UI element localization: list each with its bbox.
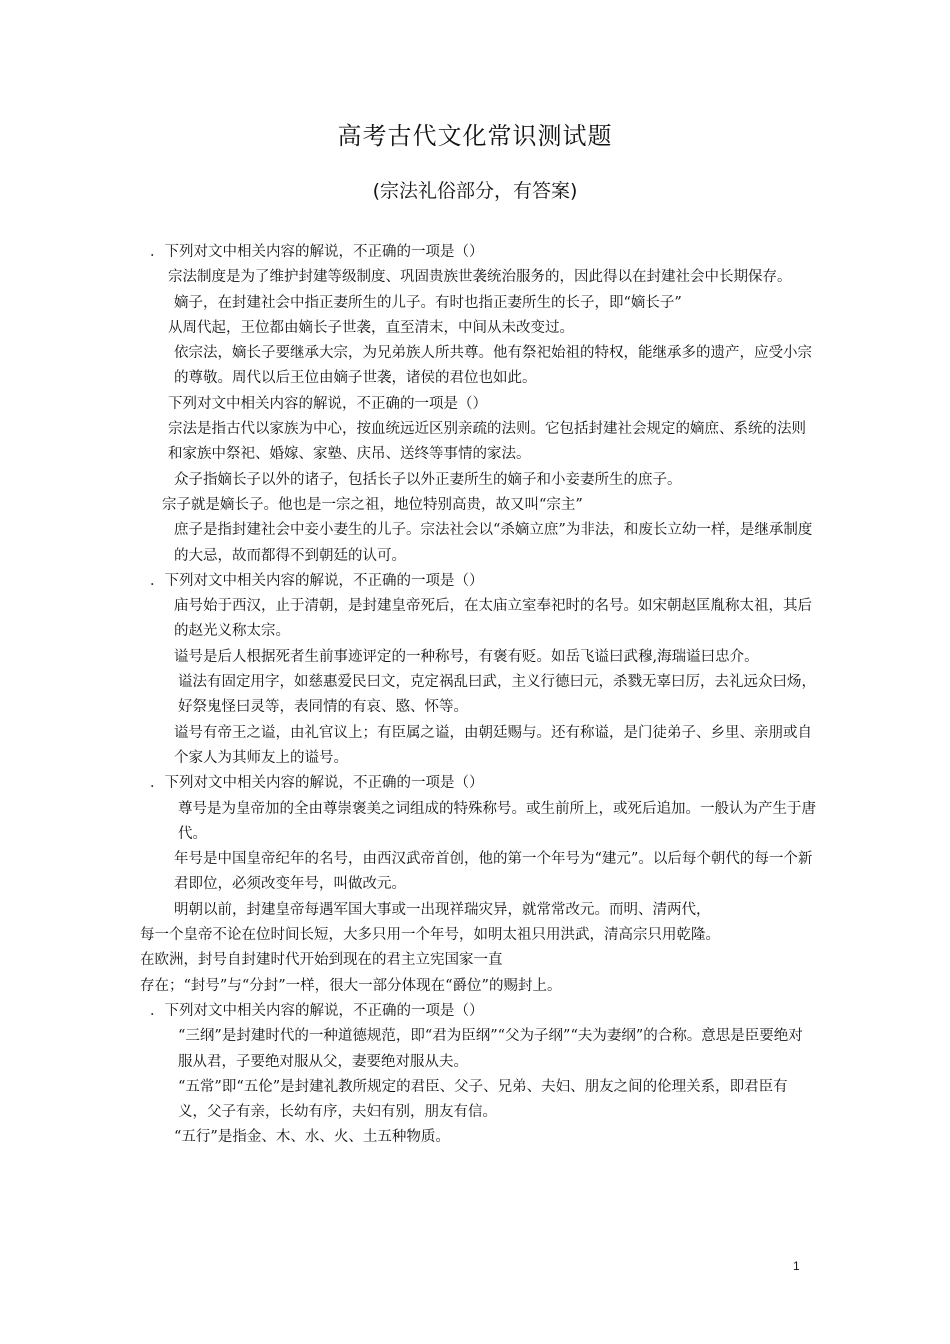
paragraph: 庶子是指封建社会中妾小妻生的儿子。宗法社会以“杀嫡立庶”为非法，和废长立幼一样，是继承制度的大忌，故而都得不到朝廷的认可。	[174, 522, 813, 564]
paragraph: 从周代起，王位都由嫡长子世袭，直至清末，中间从未改变过。	[168, 319, 574, 336]
document-body	[140, 240, 816, 1151]
paragraph: 年号是中国皇帝纪年的名号，由西汉武帝首创，他的第一个年号为“建元”。以后每个朝代的每一个新君即位，必须改变年号，叫做改元。	[174, 851, 813, 893]
page-number: 1	[793, 1259, 800, 1273]
paragraph: 宗子就是嫡长子。他也是一宗之祖，地位特别高贵，故又叫“宗主”	[162, 496, 583, 513]
question-heading: ．下列对文中相关内容的解说，不正确的一项是（）	[150, 572, 484, 589]
paragraph: 嫡子，在封建社会中指正妻所生的儿子。有时也指正妻所生的长子，即“嫡长子”	[174, 294, 682, 311]
paragraph: 每一个皇帝不论在位时间长短，大多只用一个年号，如明太祖只用洪武，清高宗只用乾隆。	[140, 927, 720, 944]
paragraph: 宗法制度是为了维护封建等级制度、巩固贵族世袭统治服务的，因此得以在封建社会中长期保存。	[168, 269, 792, 286]
paragraph: 谥号有帝王之谥，由礼官议上；有臣属之谥，由朝廷赐与。还有称谥，是门徒弟子、乡里、亲朋或自个家人为其师友上的谥号。	[174, 724, 812, 766]
document-subtitle: (宗法礼俗部分，有答案)	[372, 180, 578, 202]
paragraph: 存在；“封号”与“分封”一样，很大一部分体现在“爵位”的赐封上。	[140, 977, 562, 994]
paragraph: 谥号是后人根据死者生前事迹评定的一种称号，有褒有贬。如岳飞谥曰武穆,海瑞谥曰忠介。	[174, 648, 759, 665]
paragraph: “五常”即“五伦”是封建礼教所规定的君臣、父子、兄弟、夫妇、朋友之间的伦理关系，即君臣有义，父子有亲，长幼有序，夫妇有别，朋友有信。	[178, 1078, 788, 1121]
paragraph: “五行”是指金、木、水、火、土五种物质。	[174, 1129, 450, 1146]
question-heading: ．下列对文中相关内容的解说，不正确的一项是（）	[150, 1002, 484, 1019]
question-heading: ．下列对文中相关内容的解说，不正确的一项是（）	[150, 244, 484, 260]
paragraph: 庙号始于西汉，止于清朝，是封建皇帝死后，在太庙立室奉祀时的名号。如宋朝赵匡胤称太祖，其后的赵光义称太宗。	[174, 598, 812, 640]
paragraph: 依宗法，嫡长子要继承大宗，为兄弟族人所共尊。他有祭祀始祖的特权，能继承多的遗产，应受小宗的尊敬。周代以后王位由嫡子世袭，诸侯的君位也如此。	[174, 345, 812, 387]
question-heading: 下列对文中相关内容的解说，不正确的一项是（）	[168, 395, 487, 412]
paragraph: 在欧洲，封号自封建时代开始到现在的君主立宪国家一直	[140, 952, 503, 969]
paragraph: 谥法有固定用字，如慈惠爱民曰文，克定祸乱曰武，主义行德曰元，杀戮无辜曰厉，去礼远众曰炀，好祭鬼怪曰灵等，表同情的有哀、愍、怀等。	[178, 674, 816, 716]
question-heading: ．下列对文中相关内容的解说，不正确的一项是（）	[150, 775, 484, 792]
paragraph: 尊号是为皇帝加的全由尊崇褒美之词组成的特殊称号。或生前所上，或死后追加。一般认为产生于唐代。	[178, 800, 816, 842]
paragraph: 宗法是指古代以家族为中心，按血统远近区别亲疏的法则。它包括封建社会规定的嫡庶、系统的法则和家族中祭祀、婚嫁、家塾、庆吊、送终等事情的家法。	[168, 421, 806, 463]
paragraph: 众子指嫡长子以外的诸子，包括长子以外正妻所生的嫡子和小妾妻所生的庶子。	[174, 471, 682, 488]
document-title: 高考古代文化常识测试题	[337, 122, 613, 150]
paragraph: 明朝以前，封建皇帝每遇军国大事或一出现祥瑞灾异，就常常改元。而明、清两代，	[174, 901, 711, 918]
paragraph: “三纲”是封建时代的一种道德规范，即“君为臣纲”“父为子纲”“夫为妻纲”的合称。意思是臣要绝对服从君，子要绝对服从父，妻要绝对服从夫。	[178, 1028, 803, 1070]
